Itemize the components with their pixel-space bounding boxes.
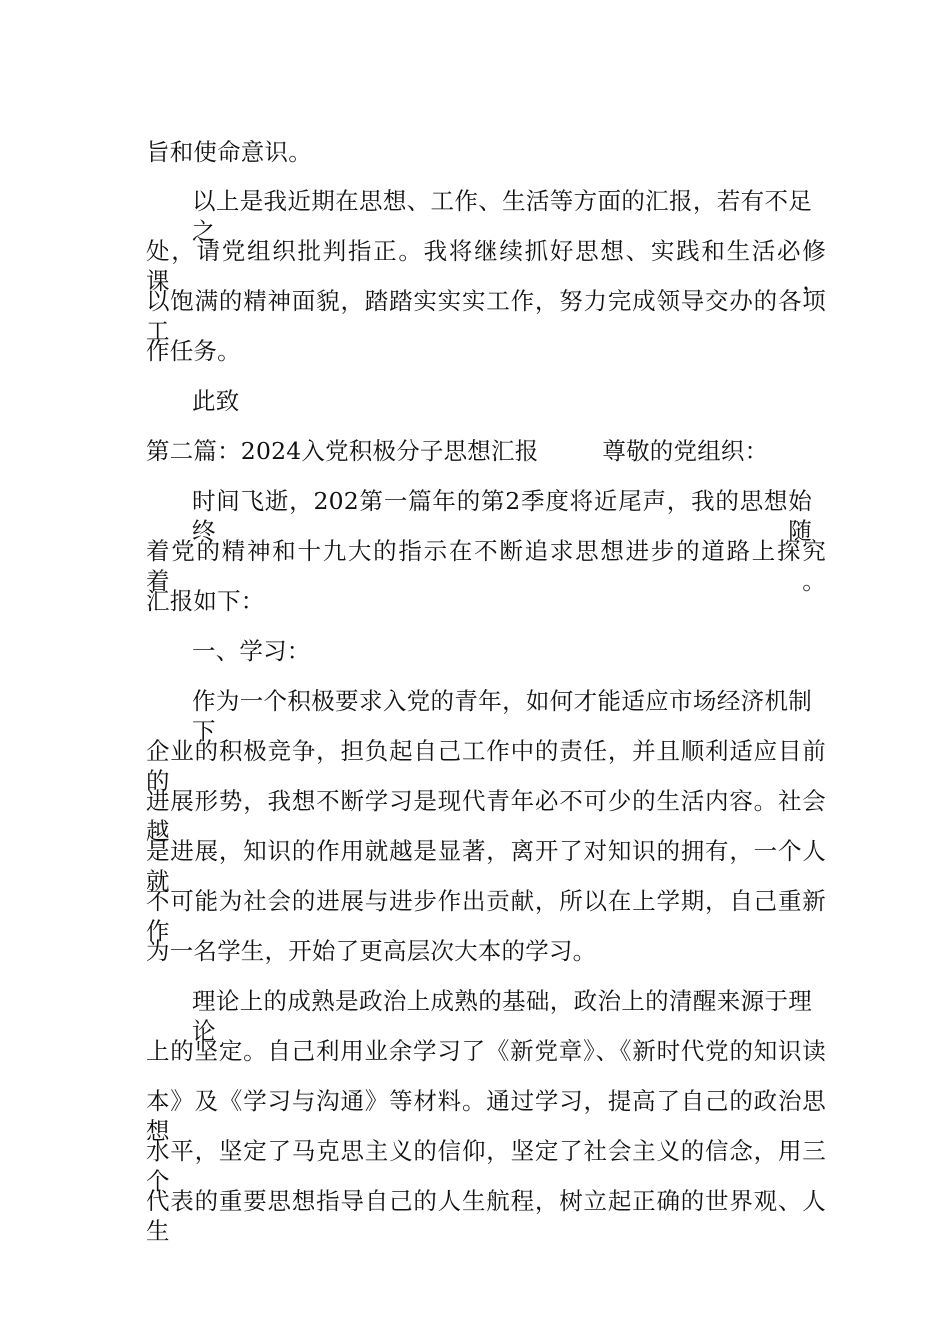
text-line: 进展形势，我想不断学习是现代青年必不可少的生活内容。社会越 [146,787,826,845]
subheading: 一、学习： [192,637,311,665]
text-line: 旨和使命意识。 [146,138,312,166]
text-line: 是进展，知识的作用就越是显著，离开了对知识的拥有，一个人就 [146,837,826,895]
closing-salutation: 此致 [192,387,240,415]
text-line: 以饱满的精神面貌，踏踏实实实工作，努力完成领导交办的各项工 [146,287,826,345]
text-line: 企业的积极竞争，担负起自己工作中的责任，并且顺利适应目前的 [146,737,826,795]
text-line: 作为一个积极要求入党的青年，如何才能适应市场经济机制下 [192,687,812,745]
text-line: 汇报如下： [146,587,265,615]
section-heading: 第二篇：2024入党积极分子思想汇报 [146,437,539,465]
text-line: 为一名学生，开始了更高层次大本的学习。 [146,937,597,965]
text-line: 代表的重要思想指导自己的人生航程，树立起正确的世界观、人生 [146,1187,826,1245]
text-line: 本》及《学习与沟通》等材料。通过学习，提高了自己的政治思想 [146,1087,826,1145]
text-line: 不可能为社会的进展与进步作出贡献，所以在上学期，自己重新作 [146,887,826,945]
text-line: 处，请党组织批判指正。我将继续抓好思想、实践和生活必修课， [146,237,826,295]
text-line: 作任务。 [146,337,241,365]
section-heading-line [146,436,826,466]
text-line: 时间飞逝，202第一篇年的第2季度将近尾声，我的思想始终随 [192,487,812,545]
text-line: 理论上的成熟是政治上成熟的基础，政治上的清醒来源于理论 [192,987,812,1045]
text-line: 着党的精神和十九大的指示在不断追求思想进步的道路上探究着。 [146,537,826,595]
text-line: 以上是我近期在思想、工作、生活等方面的汇报，若有不足之 [192,187,812,245]
text-line: 水平，坚定了马克思主义的信仰，坚定了社会主义的信念，用三个 [146,1137,826,1195]
greeting: 尊敬的党组织： [602,437,769,465]
text-line: 上的坚定。自己利用业余学习了《新党章》、《新时代党的知识读 [146,1037,826,1065]
